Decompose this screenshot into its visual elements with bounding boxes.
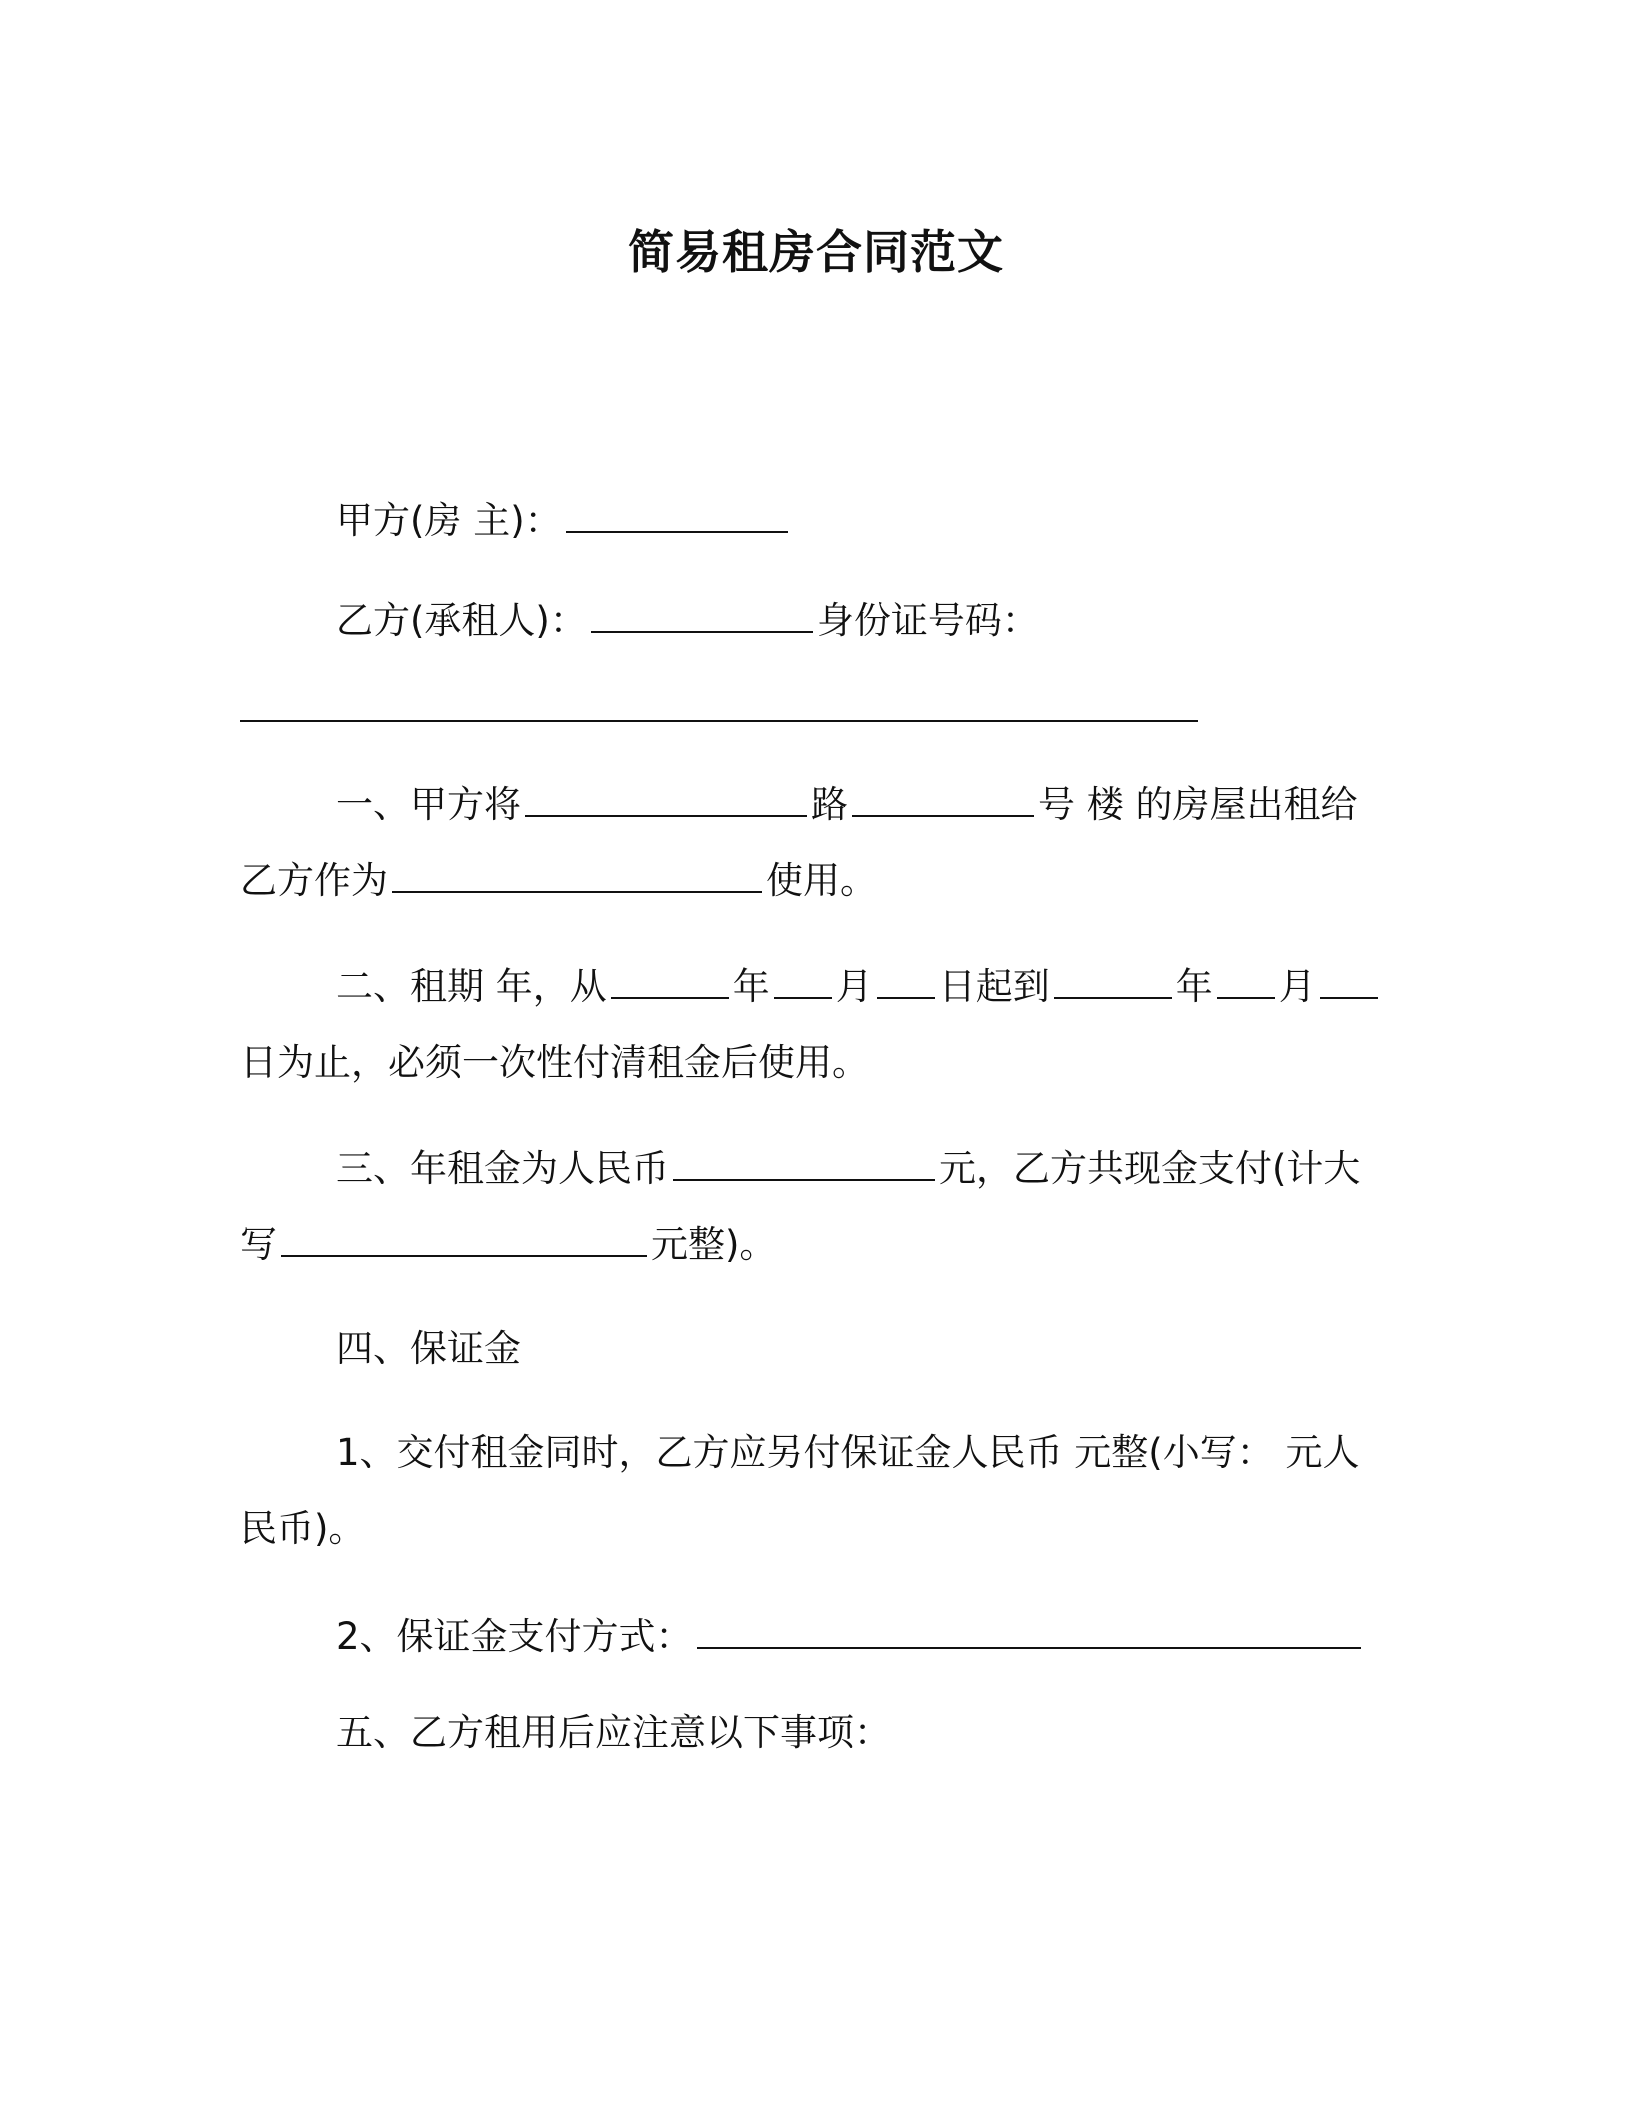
clause-3-line-1 — [336, 1144, 1360, 1194]
clause-3-write: 写 — [240, 1223, 277, 1266]
clause-5-heading: 五、乙方租用后应注意以下事项： — [336, 1711, 891, 1754]
deposit-item-2 — [336, 1612, 1365, 1662]
clause-3-text: 三、年租金为人民币 — [336, 1147, 669, 1190]
party-a-line — [336, 496, 792, 546]
start-day-blank[interactable] — [877, 963, 935, 999]
clause-1-rent-out: 号 楼 的房屋出租给 — [1038, 783, 1358, 826]
clause-4-heading: 四、保证金 — [336, 1327, 521, 1370]
clause-2-line-2 — [240, 1038, 869, 1088]
clause-1-line-2 — [240, 856, 877, 906]
clause-1-line-1 — [336, 780, 1358, 830]
deposit-item-1-line-1: 1、交付租金同时，乙方应另付保证金人民币 元整(小写： 元人 — [336, 1431, 1360, 1474]
clause-1-text: 一、甲方将 — [336, 783, 521, 826]
clause-2-month-end: 月 — [1278, 965, 1316, 1008]
amount-capital-blank[interactable] — [281, 1221, 647, 1257]
purpose-blank[interactable] — [392, 857, 762, 893]
clause-2-text: 二、租期 年，从 — [336, 965, 607, 1008]
party-a-label: 甲方(房 主)： — [336, 499, 562, 542]
party-a-blank[interactable] — [566, 497, 788, 533]
deposit-method-label: 2、保证金支付方式： — [336, 1615, 693, 1658]
start-year-blank[interactable] — [611, 963, 729, 999]
clause-3-yuan: 元整)。 — [651, 1223, 777, 1266]
clause-3-line-2 — [240, 1220, 776, 1270]
annual-rent-blank[interactable] — [673, 1145, 935, 1181]
clause-2-year-end: 年 — [1175, 965, 1213, 1008]
id-number-blank[interactable] — [240, 720, 1198, 722]
deposit-item-1-line-2: 民币)。 — [240, 1507, 366, 1550]
deposit-method-blank[interactable] — [697, 1613, 1361, 1649]
party-b-label: 乙方(承租人)： — [336, 599, 587, 642]
party-b-line — [336, 596, 1039, 646]
end-month-blank[interactable] — [1217, 963, 1275, 999]
end-day-blank[interactable] — [1320, 963, 1378, 999]
party-b-blank[interactable] — [591, 597, 813, 633]
clause-1-road: 路 — [811, 783, 848, 826]
page-title: 简易租房合同范文 — [628, 225, 1004, 279]
end-year-blank[interactable] — [1054, 963, 1172, 999]
address-number-blank[interactable] — [852, 781, 1034, 817]
clause-2-payment: 日为止，必须一次性付清租金后使用。 — [240, 1041, 869, 1084]
clause-2-line-1 — [336, 962, 1382, 1012]
clause-2-year: 年 — [732, 965, 770, 1008]
clause-2-until: 日起到 — [938, 965, 1050, 1008]
id-number-label: 身份证号码： — [816, 599, 1039, 642]
clause-1-purpose-label: 乙方作为 — [240, 859, 388, 902]
start-month-blank[interactable] — [774, 963, 832, 999]
clause-1-use: 使用。 — [766, 859, 877, 902]
address-road-blank[interactable] — [525, 781, 807, 817]
clause-2-month: 月 — [835, 965, 873, 1008]
clause-3-cash: 元，乙方共现金支付(计大 — [939, 1147, 1361, 1190]
